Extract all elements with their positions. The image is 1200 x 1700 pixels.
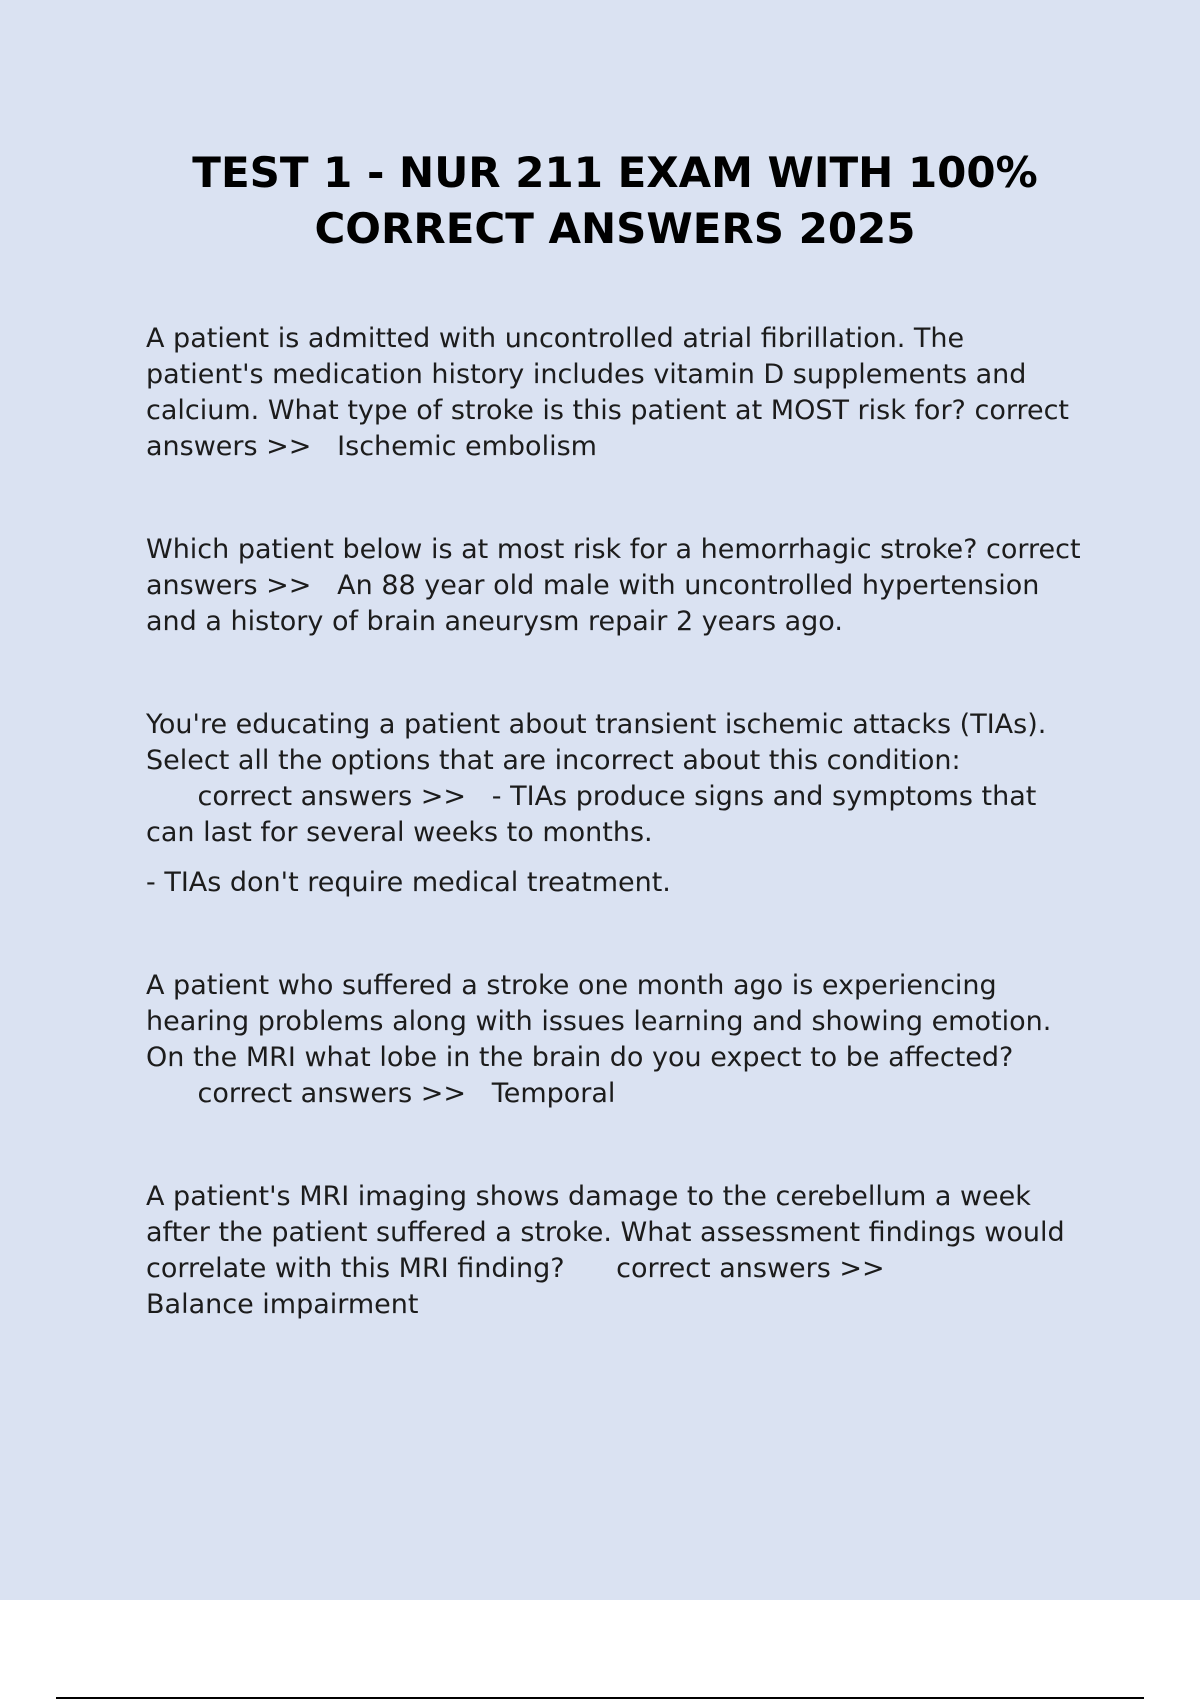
question-text: Which patient below is at most risk for a hemorrhagic stroke? — [146, 534, 978, 565]
answer-marker: correct answers >> — [197, 1078, 467, 1109]
qa-item-4 — [146, 968, 1086, 1112]
answer-marker: correct answers >> — [616, 1253, 885, 1284]
answer-marker: correct answers >> — [146, 395, 1070, 462]
answer-text: Temporal — [491, 1078, 616, 1109]
question-text: A patient who suffered a stroke one month ago is experiencing hearing problems along with issues learning and showing emotion. On the MRI what lobe in the brain do you expect to be affected? — [146, 970, 1052, 1073]
qa-item-2 — [146, 532, 1086, 640]
question-text: A patient's MRI imaging shows damage to the cerebellum a week after the patient suffered a stroke. What assessment findings would correlate with this MRI finding? — [146, 1181, 1065, 1284]
qa-item-5 — [146, 1179, 1086, 1323]
question-text: You're educating a patient about transient ischemic attacks (TIAs). Select all the options that are incorrect about this condition: — [146, 709, 1047, 776]
answer-marker: correct answers >> — [146, 534, 1081, 601]
answer-text: - TIAs produce signs and symptoms that can last for several weeks to months. — [146, 781, 1037, 848]
question-text: A patient is admitted with uncontrolled atrial fibrillation. The patient's medication history includes vitamin D supplements and calcium. What type of stroke is this patient at MOST risk for? — [146, 323, 1027, 426]
answer-text: Balance impairment — [146, 1289, 419, 1320]
qa-list — [146, 321, 1086, 1390]
title-line-2: CORRECT ANSWERS 2025 — [314, 204, 916, 253]
qa-item-1 — [146, 321, 1086, 465]
document-title — [120, 145, 1110, 257]
answer-continuation — [146, 865, 1086, 901]
answer-text: Ischemic embolism — [337, 431, 597, 462]
answer-text-extra: - TIAs don't require medical treatment. — [146, 867, 671, 898]
title-line-1: TEST 1 - NUR 211 EXAM WITH 100% — [192, 148, 1038, 197]
answer-marker: correct answers >> — [197, 781, 467, 812]
qa-item-3 — [146, 707, 1086, 901]
answer-text: An 88 year old male with uncontrolled hypertension and a history of brain aneurysm repair 2 years ago. — [146, 570, 1040, 637]
footer-divider — [56, 1697, 1144, 1699]
